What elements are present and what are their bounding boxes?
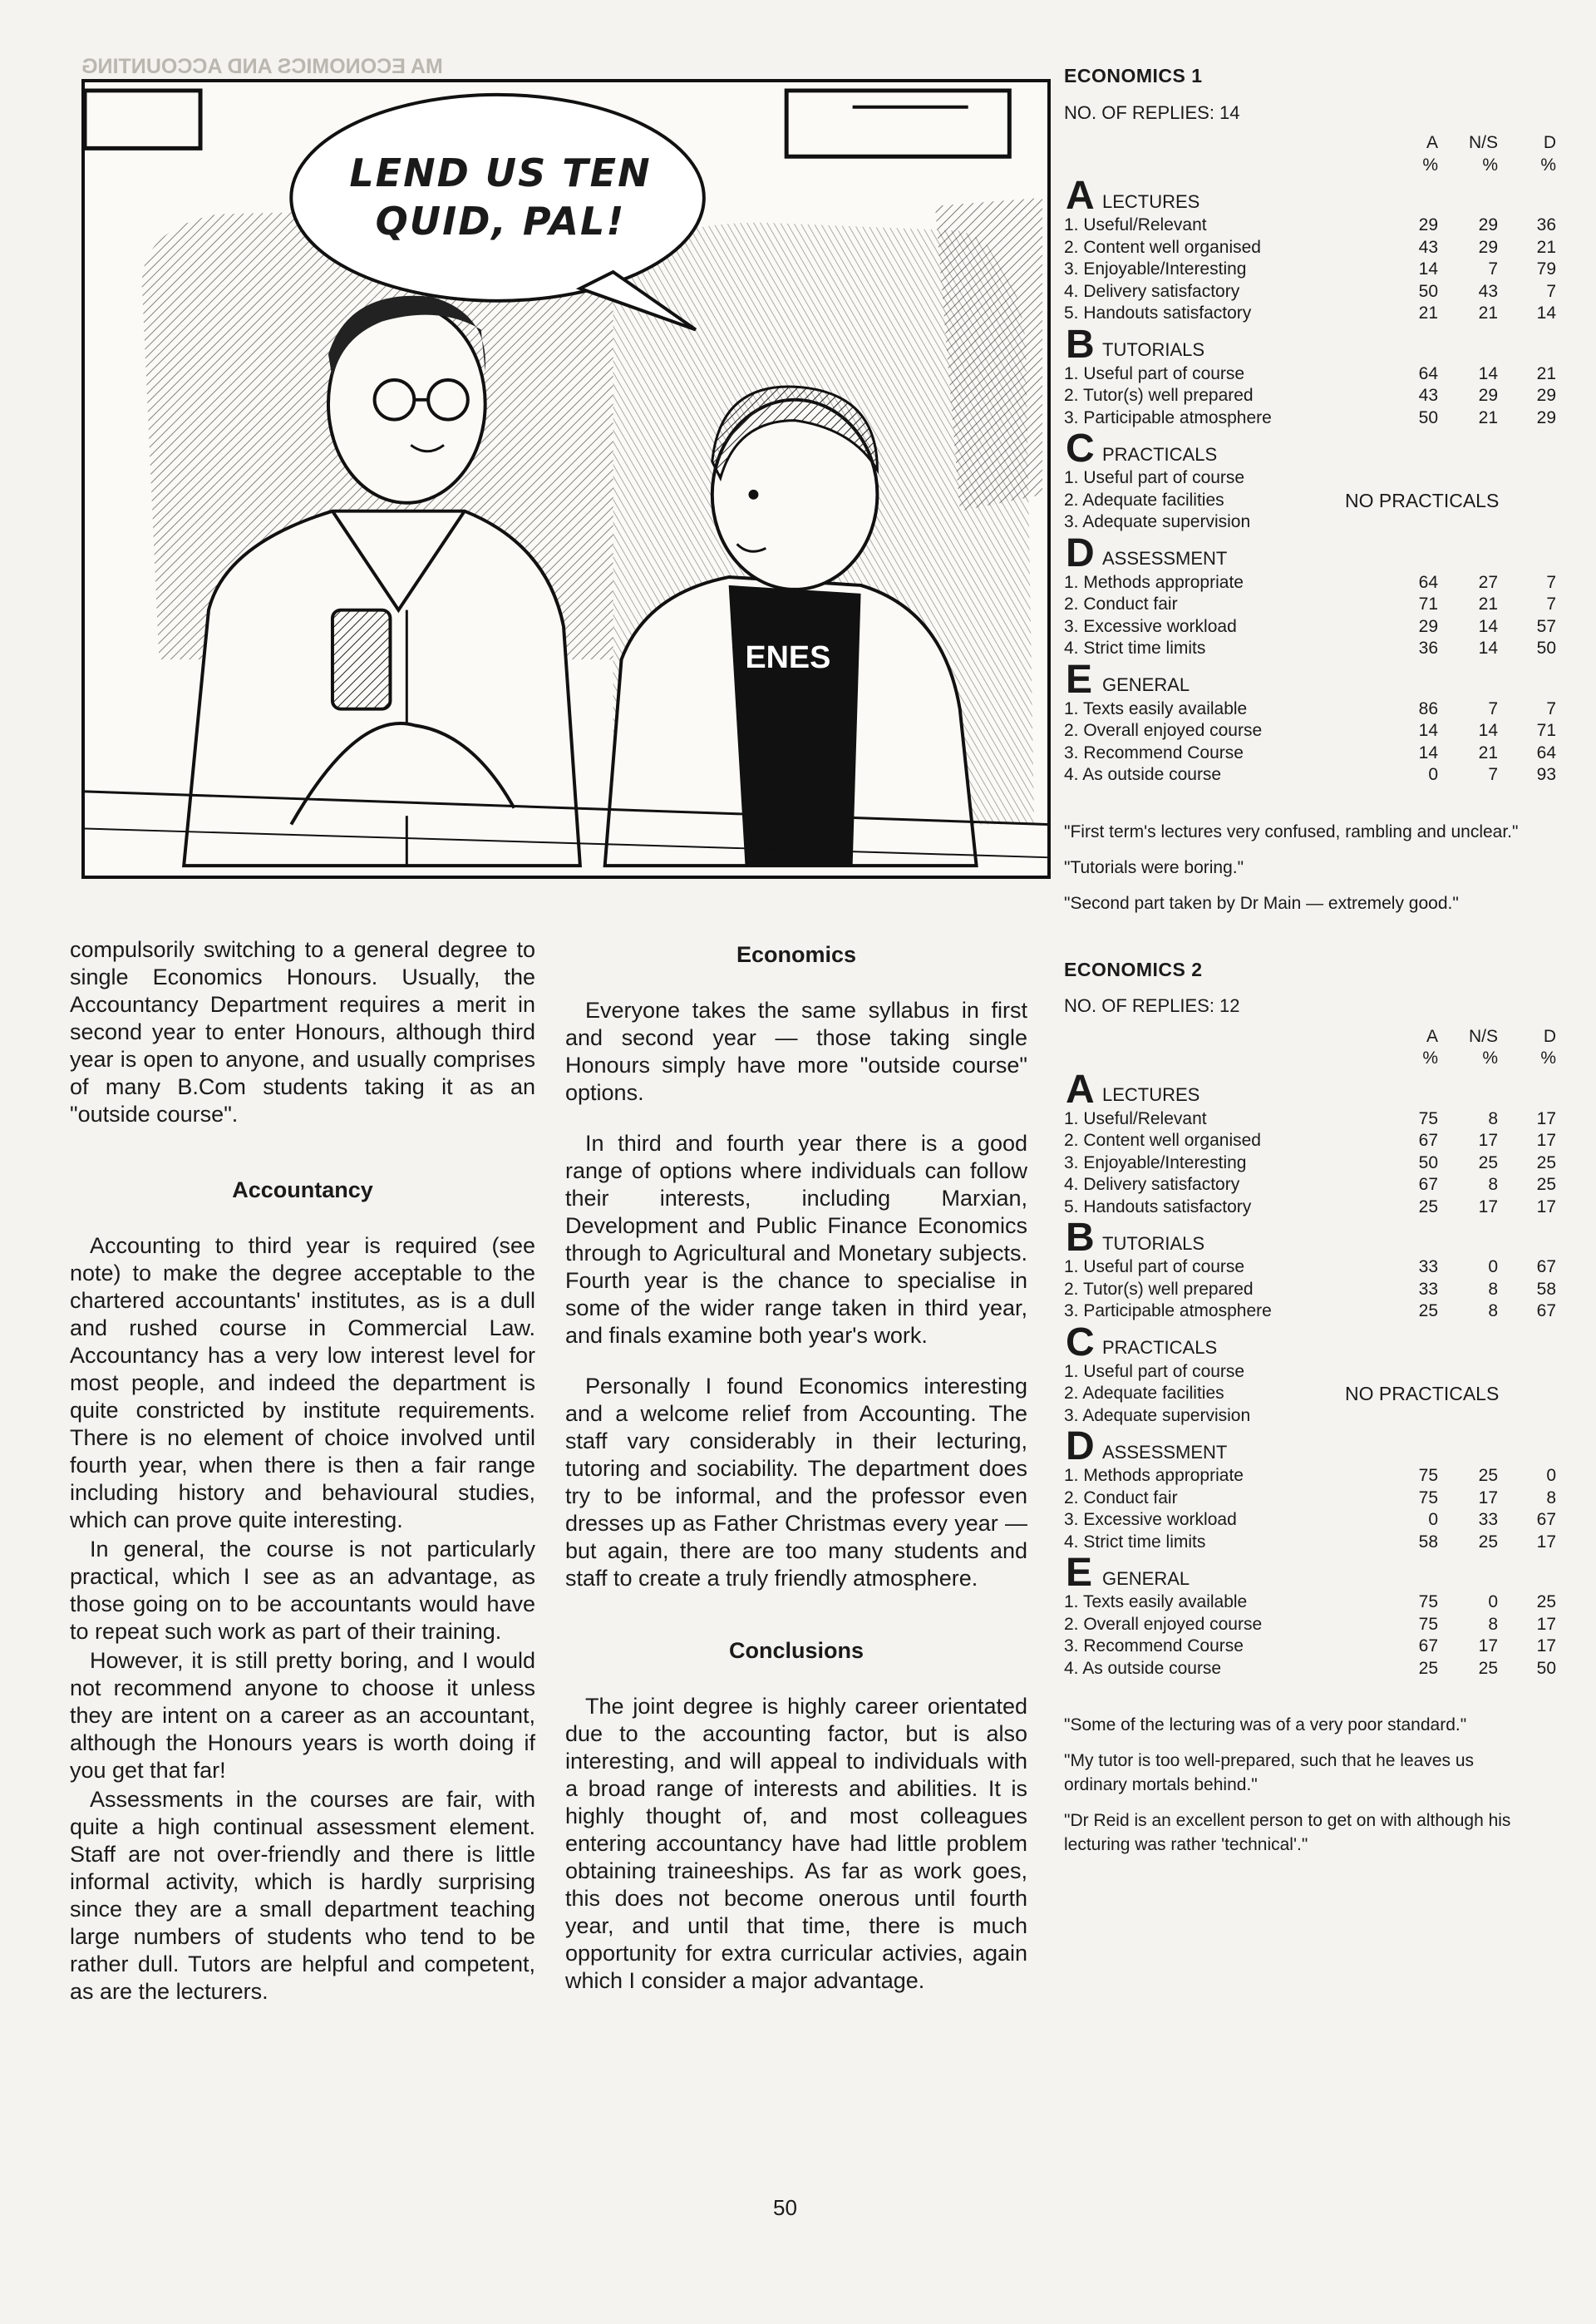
section-header [1064,1424,1530,1468]
survey-row [1064,303,1556,325]
survey-row [1064,572,1556,595]
row-value: 21 [1478,743,1498,762]
row-label: 4. Delivery satisfactory [1064,281,1240,301]
row-label: 5. Handouts satisfactory [1064,303,1252,323]
row-value: 8 [1546,1488,1556,1507]
row-value: 21 [1418,303,1438,323]
row-value: 27 [1478,572,1498,592]
row-label: 1. Useful part of course [1064,363,1245,383]
row-value: 75 [1418,1592,1438,1611]
row-value: 50 [1536,1658,1556,1678]
survey-row [1064,1279,1556,1301]
row-value: 64 [1418,572,1438,592]
shirt-text: ENES [745,639,831,675]
column-2 [565,941,1027,1995]
row-value: 75 [1418,1108,1438,1128]
survey-row [1064,743,1556,765]
row-value: 67 [1418,1131,1438,1150]
section-name: ASSESSMENT [1102,1441,1228,1463]
col2-paragraph-3: Personally I found Economics interesting and a welcome relief from Accounting. The staff vary considerably in their lecturing, tutoring and sociability. The department does try to be informal, and the professor even dresses up as Father Christmas every year — but again, there are too many students and staff to create a truly friendly atmosphere. [565,1374,1027,1591]
survey-row [1064,511,1530,534]
section-name: LECTURES [1102,190,1200,212]
row-value: 50 [1418,281,1438,301]
row-value: 33 [1418,1257,1438,1276]
row-value: 25 [1418,1301,1438,1320]
row-label: 3. Adequate supervision [1064,512,1251,531]
row-label: 1. Useful part of course [1064,468,1245,487]
row-value: 14 [1478,639,1498,658]
page-number: 50 [773,2195,797,2220]
comment-quote: "Dr Reid is an excellent person to get on with although his lecturing was rather 'technical'." [1064,1811,1511,1854]
row-value: 17 [1536,1532,1556,1552]
section-letter: E [1066,657,1093,702]
row-value: 0 [1488,1592,1498,1611]
column-headers [1064,132,1556,155]
row-value: 75 [1418,1488,1438,1507]
percent-sign: % [1540,1049,1556,1068]
survey-row [1064,1361,1530,1384]
row-value: 25 [1478,1152,1498,1172]
survey-row [1064,407,1556,430]
row-value: 7 [1488,259,1498,279]
row-value: 29 [1478,237,1498,257]
comment-quote: "Some of the lecturing was of a very poor standard." [1064,1715,1467,1734]
row-value: 17 [1478,1636,1498,1655]
row-value: 58 [1536,1279,1556,1299]
section-letter: C [1066,427,1095,471]
row-value: 21 [1478,407,1498,427]
row-label: 4. As outside course [1064,1658,1222,1678]
column-header: D [1543,133,1556,152]
row-label: 4. Strict time limits [1064,1532,1206,1552]
row-value: 93 [1536,765,1556,784]
row-value: 36 [1536,215,1556,234]
section-name: PRACTICALS [1102,1337,1218,1358]
row-value: 8 [1488,1279,1498,1299]
row-value: 7 [1546,698,1556,718]
row-value: 67 [1418,1636,1438,1655]
row-value: 7 [1488,765,1498,784]
section-header [1064,530,1530,575]
row-value: 29 [1478,386,1498,405]
row-value: 8 [1488,1175,1498,1194]
percent-row [1064,1048,1556,1070]
column-headers [1064,1026,1556,1049]
percent-row [1064,155,1556,177]
row-label: 5. Handouts satisfactory [1064,1197,1252,1216]
survey-row [1064,1591,1556,1614]
section-header [1064,1067,1530,1112]
row-label: 3. Participable atmosphere [1064,1301,1272,1320]
col1-paragraph-4: However, it is still pretty boring, and I would not recommend anyone to choose it unless they are intent on a career as an accountant, although the Honours years is worth doing if you get that far! [70,1648,535,1783]
row-label: 1. Useful/Relevant [1064,215,1207,234]
row-value: 25 [1536,1175,1556,1194]
row-value: 86 [1418,698,1438,718]
row-label: 2. Conduct fair [1064,1488,1178,1507]
section-header [1064,1551,1530,1595]
row-label: 2. Overall enjoyed course [1064,1614,1263,1634]
row-label: 1. Useful part of course [1064,1361,1245,1381]
row-value: 7 [1546,281,1556,301]
row-value: 25 [1536,1152,1556,1172]
row-label: 4. Strict time limits [1064,639,1206,658]
row-value: 21 [1536,237,1556,257]
economics-heading: Economics [736,942,857,967]
row-value: 64 [1536,743,1556,762]
survey-row [1064,1174,1556,1197]
row-value: 50 [1418,407,1438,427]
section-header [1064,322,1530,367]
section-header [1064,1216,1530,1260]
row-value: 29 [1418,616,1438,636]
row-value: 17 [1478,1488,1498,1507]
no-practicals-note: NO PRACTICALS [1345,489,1500,511]
row-value: 25 [1478,1532,1498,1552]
section-name: ASSESSMENT [1102,548,1228,569]
row-value: 8 [1488,1301,1498,1320]
percent-sign: % [1482,155,1498,175]
survey-title: ECONOMICS 2 [1064,958,1203,980]
survey-row [1064,1108,1556,1131]
row-label: 2. Tutor(s) well prepared [1064,386,1254,405]
row-value: 50 [1418,1152,1438,1172]
percent-sign: % [1422,155,1438,175]
row-value: 17 [1478,1131,1498,1150]
row-label: 3. Enjoyable/Interesting [1064,1152,1247,1172]
percent-sign: % [1540,155,1556,175]
section-letter: E [1066,1551,1093,1595]
row-value: 17 [1536,1614,1556,1634]
row-label: 3. Excessive workload [1064,1510,1237,1529]
row-value: 64 [1418,363,1438,383]
row-label: 2. Adequate facilities [1064,1384,1224,1403]
row-value: 17 [1536,1131,1556,1150]
row-value: 57 [1536,616,1556,636]
survey-row [1064,1300,1556,1323]
row-value: 7 [1546,595,1556,614]
row-value: 67 [1418,1175,1438,1194]
row-value: 14 [1418,721,1438,740]
survey-row [1064,1509,1556,1532]
survey-row [1064,1658,1556,1680]
row-value: 29 [1418,215,1438,234]
row-label: 4. As outside course [1064,765,1222,784]
survey-row [1064,1636,1556,1658]
col2-paragraph-2: In third and fourth year there is a good range of options where individuals can follow their interests, including Marxian, Development and Public Finance Economics through to Agricultural and Monetary subjects. Fourth year is the chance to specialise in some of the wider range taken in third year, and finals examine both year's work. [565,1131,1027,1348]
row-value: 0 [1488,1257,1498,1276]
row-value: 67 [1536,1257,1556,1276]
row-value: 36 [1418,639,1438,658]
survey-results [1064,65,1556,1857]
survey-row [1064,616,1556,639]
section-header [1064,1320,1530,1364]
row-label: 1. Useful/Relevant [1064,1108,1207,1128]
percent-sign: % [1482,1049,1498,1068]
section-name: TUTORIALS [1102,339,1205,360]
row-value: 67 [1536,1301,1556,1320]
survey-row [1064,1256,1556,1279]
survey-row [1064,281,1556,303]
row-value: 17 [1478,1197,1498,1216]
row-value: 79 [1536,259,1556,279]
section-letter: C [1066,1320,1095,1364]
section-header [1064,174,1530,218]
row-label: 2. Adequate facilities [1064,490,1224,510]
column-1 [70,936,535,2006]
row-value: 50 [1536,639,1556,658]
row-label: 1. Texts easily available [1064,1592,1248,1611]
row-value: 17 [1536,1636,1556,1655]
row-value: 75 [1418,1466,1438,1485]
row-value: 29 [1478,215,1498,234]
comic-illustration [81,79,1051,879]
column-header: N/S [1468,133,1498,152]
row-value: 8 [1488,1614,1498,1634]
row-value: 29 [1536,386,1556,405]
survey-row [1064,1488,1556,1510]
survey-row [1064,237,1556,259]
row-label: 3. Participable atmosphere [1064,407,1272,427]
section-letter: B [1066,322,1095,367]
row-value: 43 [1418,386,1438,405]
replies-count: NO. OF REPLIES: 14 [1064,101,1240,123]
row-value: 0 [1546,1466,1556,1485]
survey-row [1064,363,1556,386]
row-value: 7 [1546,572,1556,592]
row-label: 3. Recommend Course [1064,743,1244,762]
row-value: 25 [1478,1658,1498,1678]
survey-row [1064,638,1556,660]
survey-row [1064,467,1530,490]
row-value: 21 [1478,303,1498,323]
row-label: 2. Content well organised [1064,237,1261,257]
row-value: 21 [1536,363,1556,383]
col1-paragraph-5: Assessments in the courses are fair, with quite a high continual assessment element. Staff are not over-friendly and there is little informal activity, which is hardly surprising since they are a small department teaching large numbers of students who tend to be rather dull. Tutors are helpful and competent, as are the lecturers. [70,1787,535,2004]
column-header: A [1426,1026,1438,1046]
row-value: 14 [1478,616,1498,636]
survey-row [1064,1197,1556,1219]
survey-row [1064,215,1556,237]
no-practicals-note: NO PRACTICALS [1345,1383,1500,1404]
row-label: 1. Methods appropriate [1064,1466,1244,1485]
percent-sign: % [1422,1049,1438,1068]
section-letter: A [1066,1067,1095,1112]
survey-row [1064,1383,1530,1405]
row-label: 2. Tutor(s) well prepared [1064,1279,1254,1299]
row-value: 17 [1536,1197,1556,1216]
survey-title: ECONOMICS 1 [1064,65,1203,86]
survey-row [1064,1152,1556,1175]
row-label: 3. Adequate supervision [1064,1405,1251,1425]
conclusions-heading: Conclusions [728,1638,864,1663]
survey-row [1064,259,1556,281]
column-header: A [1426,133,1438,152]
replies-count: NO. OF REPLIES: 12 [1064,995,1240,1016]
column-header: N/S [1468,1026,1498,1046]
row-value: 43 [1418,237,1438,257]
col2-paragraph-1: Everyone takes the same syllabus in first and second year — those taking single Honours simply have more "outside course" options. [565,998,1027,1105]
section-letter: B [1066,1216,1095,1260]
row-value: 71 [1536,721,1556,740]
row-label: 2. Content well organised [1064,1131,1261,1150]
row-value: 14 [1478,721,1498,740]
row-value: 71 [1418,595,1438,614]
survey-row [1064,1614,1556,1636]
survey-row [1064,594,1556,616]
row-label: 2. Overall enjoyed course [1064,721,1263,740]
survey-row [1064,1532,1556,1554]
comment-quote: "My tutor is too well-prepared, such that he leaves us ordinary mortals behind." [1064,1751,1475,1794]
bleed-through-heading: MA ECONOMICS AND ACCOUNTING [81,55,443,78]
row-value: 25 [1418,1658,1438,1678]
survey-block [1064,65,1556,915]
row-value: 75 [1418,1614,1438,1634]
accountancy-heading: Accountancy [232,1177,373,1202]
survey-row [1064,698,1556,721]
survey-row [1064,385,1556,407]
section-name: PRACTICALS [1102,443,1218,465]
row-label: 4. Delivery satisfactory [1064,1175,1240,1194]
survey-row [1064,490,1530,512]
comment-quote: "First term's lectures very confused, rambling and unclear." [1064,822,1519,841]
section-letter: D [1066,1424,1095,1468]
section-name: GENERAL [1102,1567,1190,1589]
row-value: 8 [1488,1108,1498,1128]
col1-paragraph-1: compulsorily switching to a general degree to single Economics Honours. Usually, the Accountancy Department requires a merit in second year to enter Honours, although third year is open to anyone, and usually comprises of many B.Com students taking it as an "outside course". [70,937,535,1127]
survey-row [1064,720,1556,743]
row-value: 43 [1478,281,1498,301]
row-value: 7 [1488,698,1498,718]
row-label: 3. Recommend Course [1064,1636,1244,1655]
row-label: 2. Conduct fair [1064,595,1178,614]
row-value: 33 [1418,1279,1438,1299]
row-value: 14 [1418,259,1438,279]
section-name: TUTORIALS [1102,1232,1205,1254]
section-name: LECTURES [1102,1084,1200,1105]
survey-block [1064,958,1556,1858]
row-value: 14 [1478,363,1498,383]
row-value: 25 [1418,1197,1438,1216]
row-value: 17 [1536,1108,1556,1128]
row-value: 33 [1478,1510,1498,1529]
survey-row [1064,764,1556,787]
row-value: 25 [1478,1466,1498,1485]
row-value: 0 [1428,765,1438,784]
col1-paragraph-3: In general, the course is not particularly practical, which I see as an advantage, as those going on to be accountants would have to repeat such work as part of their training. [70,1537,535,1644]
row-label: 3. Enjoyable/Interesting [1064,259,1247,279]
survey-row [1064,1130,1556,1152]
section-header [1064,427,1530,471]
speech-bubble-text: LEND US TEN QUID, PAL! [349,150,652,244]
survey-row [1064,1465,1556,1488]
section-name: GENERAL [1102,674,1190,695]
row-value: 21 [1478,595,1498,614]
row-label: 1. Texts easily available [1064,698,1248,718]
row-label: 3. Excessive workload [1064,616,1237,636]
row-value: 14 [1536,303,1556,323]
col2-paragraph-4: The joint degree is highly career orientated due to the accounting factor, but is also interesting, and will appeal to individuals with a broad range of interests and abilities. It is highly thought of, and most colleagues entering accountancy have had little problem obtaining traineeships. As far as work goes, this does not become onerous until fourth year, and until that time, there is much opportunity for extra curricular activies, again which I consider a major advantage. [565,1694,1027,1993]
row-value: 14 [1418,743,1438,762]
row-value: 67 [1536,1510,1556,1529]
survey-row [1064,1405,1530,1428]
col1-paragraph-2: Accounting to third year is required (see note) to make the degree acceptable to the chartered accountants' institutes, as is a dull and rushed course in Commercial Law. Accountancy has a very low interest level for most people, and indeed the department is quite constricted by institute requirements. There is no element of choice involved until fourth year, when there is then a fair range including history and behavioural studies, which can prove quite interesting. [70,1233,535,1532]
comment-quote: "Tutorials were boring." [1064,857,1244,877]
row-value: 58 [1418,1532,1438,1552]
row-value: 29 [1536,407,1556,427]
section-header [1064,657,1530,702]
row-label: 1. Useful part of course [1064,1257,1245,1276]
section-letter: A [1066,174,1095,218]
row-label: 1. Methods appropriate [1064,572,1244,592]
row-value: 25 [1536,1592,1556,1611]
section-letter: D [1066,530,1095,575]
column-header: D [1543,1026,1556,1046]
comment-quote: "Second part taken by Dr Main — extremely good." [1064,893,1459,913]
row-value: 0 [1428,1510,1438,1529]
